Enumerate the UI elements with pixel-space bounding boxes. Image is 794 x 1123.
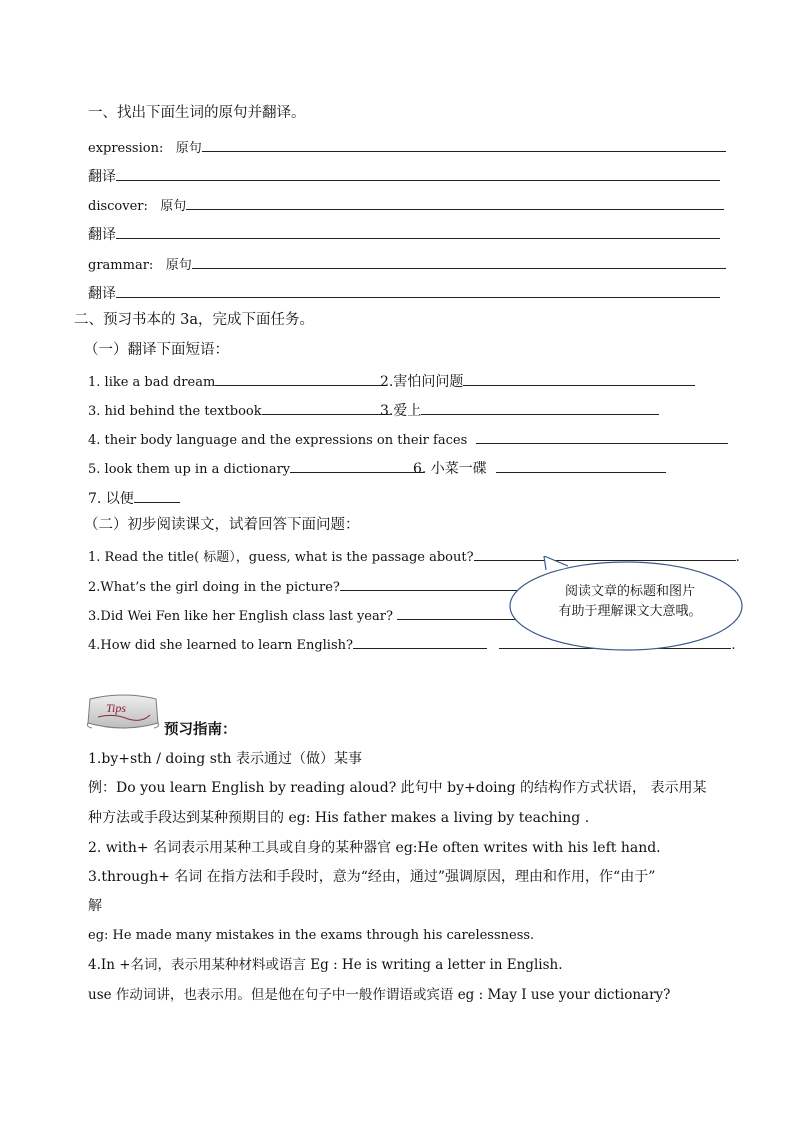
period: . — [731, 638, 736, 653]
period: . — [735, 550, 740, 565]
answer-blank[interactable] — [202, 136, 726, 152]
translate-label: 翻译 — [88, 169, 116, 185]
answer-blank[interactable] — [353, 633, 487, 649]
answer-blank[interactable] — [476, 428, 728, 444]
question: 1. Read the title( 标题），guess, what is the passage about? — [88, 550, 474, 565]
question: 3.Did Wei Fen like her English class last year? — [88, 609, 393, 624]
phrase-row — [88, 370, 381, 392]
word-label: grammar: — [88, 258, 154, 273]
phrase: 6. 小菜一碟 — [413, 461, 487, 477]
answer-blank[interactable] — [116, 223, 720, 239]
phrase: 5. look them up in a dictionary — [88, 462, 291, 477]
question: 2.What’s the girl doing in the picture? — [88, 580, 340, 595]
phrase: 7. 以便 — [88, 491, 134, 507]
phrase-row — [88, 428, 728, 450]
bubble-text — [540, 582, 720, 622]
answer-blank[interactable] — [186, 194, 724, 210]
tips-heading: 预习指南： — [164, 721, 237, 738]
phrase: 1. like a bad dream — [88, 375, 216, 390]
guide-line: 1.by+sth / doing sth 表示通过（做）某事 — [88, 751, 362, 767]
bubble-line: 有助于理解课文大意哦。 — [558, 604, 702, 619]
phrase: 2.害怕问问题 — [380, 374, 464, 390]
part1-title: （一）翻译下面短语： — [84, 342, 229, 358]
translate-label: 翻译 — [88, 286, 116, 302]
question-row — [88, 604, 521, 626]
answer-blank[interactable] — [463, 370, 695, 386]
translate-label: 翻译 — [88, 227, 116, 243]
question: 4.How did she learned to learn English? — [88, 638, 353, 653]
answer-blank[interactable] — [340, 575, 530, 591]
phrase-row — [380, 399, 659, 420]
answer-blank[interactable] — [215, 370, 381, 386]
tips-badge-icon — [84, 693, 162, 731]
answer-blank[interactable] — [116, 282, 720, 298]
guide-line: 2. with+ 名词表示用某种工具或自身的某种器官 eg:He often writes with his left hand. — [88, 840, 661, 856]
answer-blank[interactable] — [397, 604, 521, 620]
sentence-label: 原句 — [165, 258, 192, 273]
translate-row — [88, 223, 720, 244]
answer-blank[interactable] — [134, 487, 180, 503]
phrase-row — [380, 370, 695, 391]
answer-blank[interactable] — [290, 457, 424, 473]
phrase-row — [88, 399, 390, 421]
phrase: 3.爱上 — [380, 403, 422, 419]
answer-blank[interactable] — [421, 399, 659, 415]
answer-blank[interactable] — [192, 253, 726, 269]
answer-blank[interactable] — [496, 457, 666, 473]
word-row-expression — [88, 136, 726, 158]
phrase-row — [88, 487, 180, 508]
guide-line: 4.In +名词，表示用某种材料或语言 Eg : He is writing a letter in English. — [88, 957, 563, 973]
translate-row — [88, 165, 720, 186]
word-label: discover: — [88, 199, 148, 214]
bubble-line: 阅读文章的标题和图片 — [564, 584, 695, 599]
question-row — [88, 575, 530, 597]
section2-title: 二、预习书本的 3a，完成下面任务。 — [74, 312, 314, 328]
part2-title: （二）初步阅读课文，试着回答下面问题： — [84, 517, 360, 533]
sentence-label: 原句 — [175, 141, 202, 156]
tips-badge-text: Tips — [106, 701, 127, 715]
phrase: 3. hid behind the textbook — [88, 404, 262, 419]
answer-blank[interactable] — [116, 165, 720, 181]
guide-line: 解 — [88, 898, 102, 914]
guide-line: 3.through+ 名词 在指方法和手段时，意为“经由，通过”强调原因，理由和作用，作“由于” — [88, 869, 656, 885]
guide-line: 种方法或手段达到某种预期目的 eg: His father makes a living by teaching . — [88, 810, 590, 826]
phrase-row — [413, 457, 666, 478]
guide-line: 例：Do you learn English by reading aloud? 此句中 by+doing 的结构作方式状语， 表示用某 — [88, 780, 707, 796]
guide-line: eg: He made many mistakes in the exams through his carelessness. — [88, 928, 535, 943]
sentence-label: 原句 — [160, 199, 187, 214]
phrase-row — [88, 457, 424, 479]
word-label: expression: — [88, 141, 164, 156]
word-row-discover — [88, 194, 724, 216]
guide-line: use 作动词讲，也表示用。但是他在句子中一般作谓语或宾语 eg : May I use your dictionary? — [88, 987, 671, 1003]
answer-blank[interactable] — [262, 399, 390, 415]
phrase: 4. their body language and the expressions on their faces — [88, 433, 468, 448]
translate-row — [88, 282, 720, 303]
word-row-grammar — [88, 253, 726, 275]
section1-title: 一、找出下面生词的原句并翻译。 — [88, 105, 306, 121]
